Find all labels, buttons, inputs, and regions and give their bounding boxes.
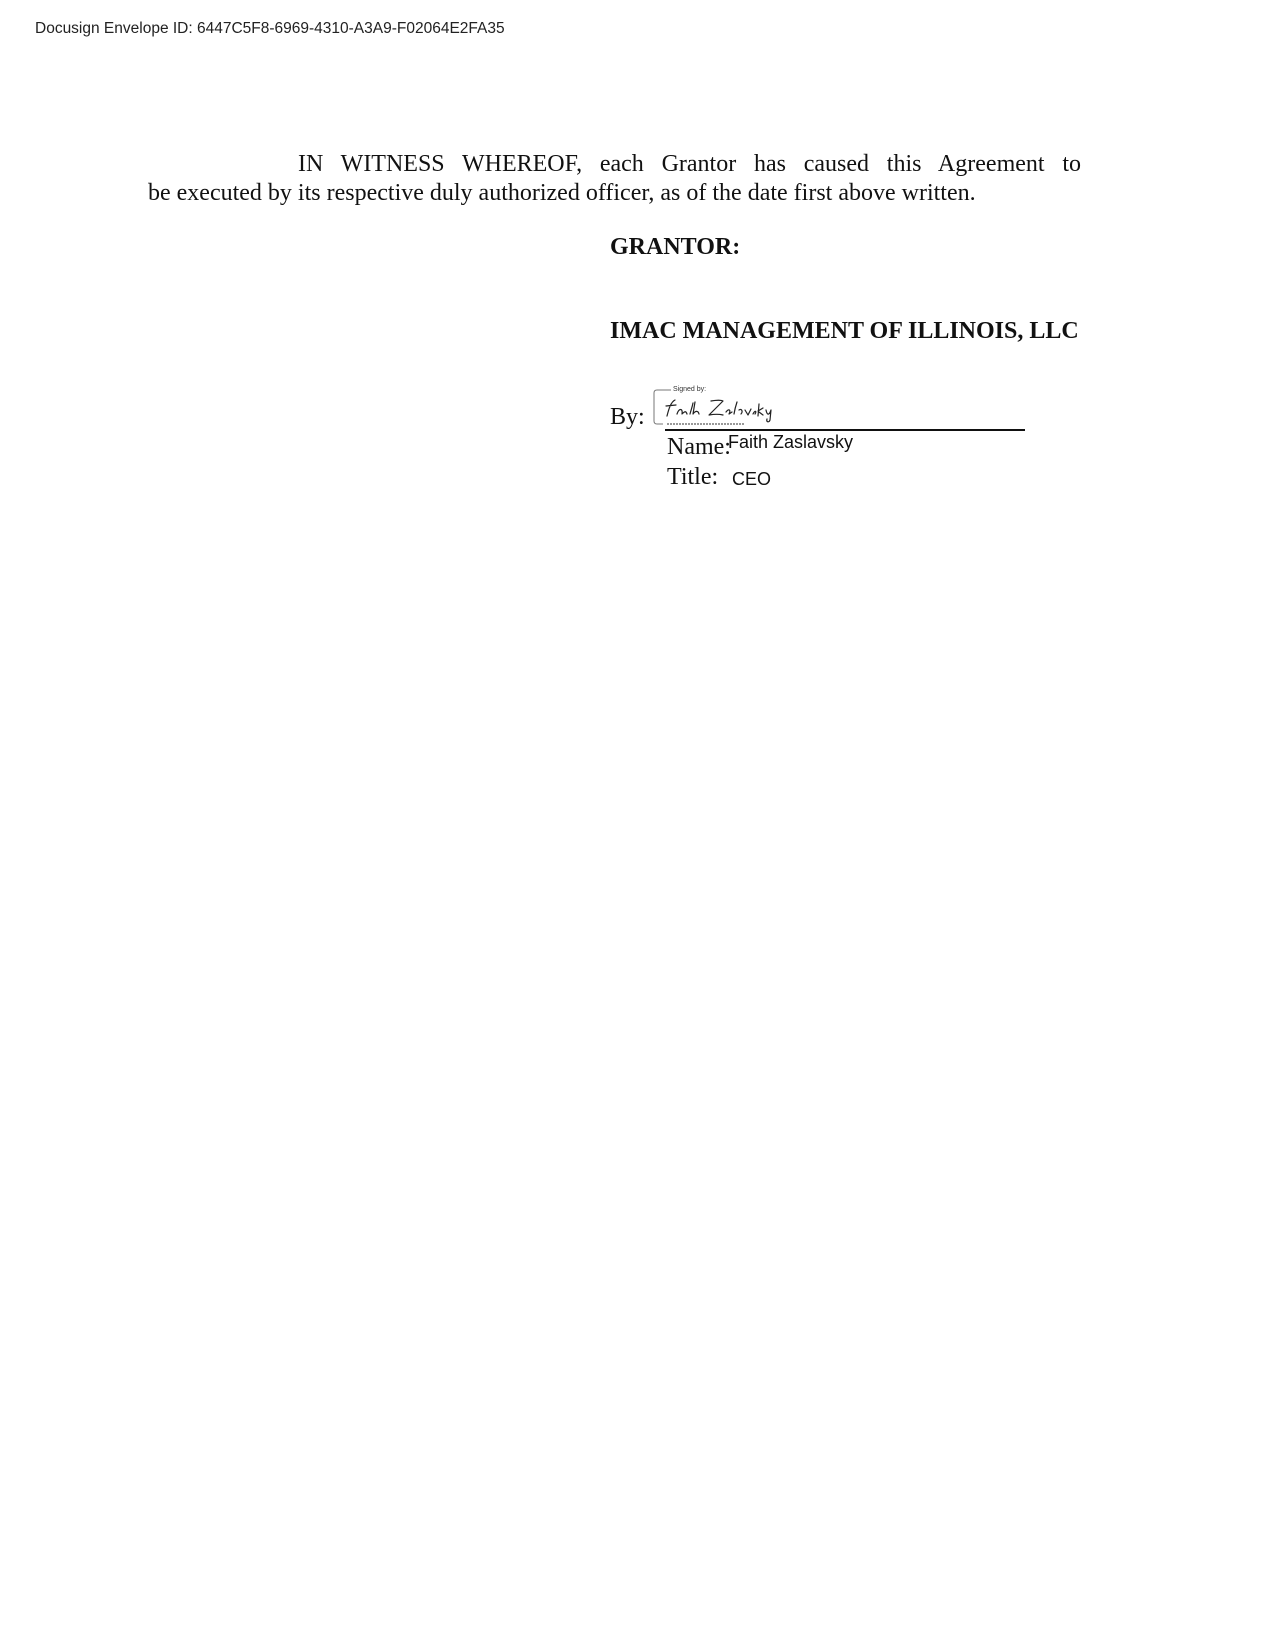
signature-line [665,429,1025,431]
handwritten-signature [663,394,783,424]
signed-by-label: Signed by: [673,386,707,393]
grantor-heading: GRANTOR: [610,234,741,260]
witness-line-1: IN WITNESS WHEREOF, each Grantor has caused this Agreement to [298,151,1081,177]
signer-title-value: CEO [732,469,772,489]
witness-paragraph [148,150,1081,208]
by-label: By: [610,404,645,430]
docusign-signature-stamp [653,384,825,430]
company-name: IMAC MANAGEMENT OF ILLINOIS, LLC [610,318,1079,344]
witness-line-2: be executed by its respective duly authorized officer, as of the date first above written. [148,180,976,206]
docusign-envelope-id: Docusign Envelope ID: 6447C5F8-6969-4310-A3A9-F02064E2FA35 [35,20,505,37]
title-label: Title: [667,464,719,490]
name-label: Name: [667,434,731,460]
signer-name-value: Faith Zaslavsky [728,432,854,452]
